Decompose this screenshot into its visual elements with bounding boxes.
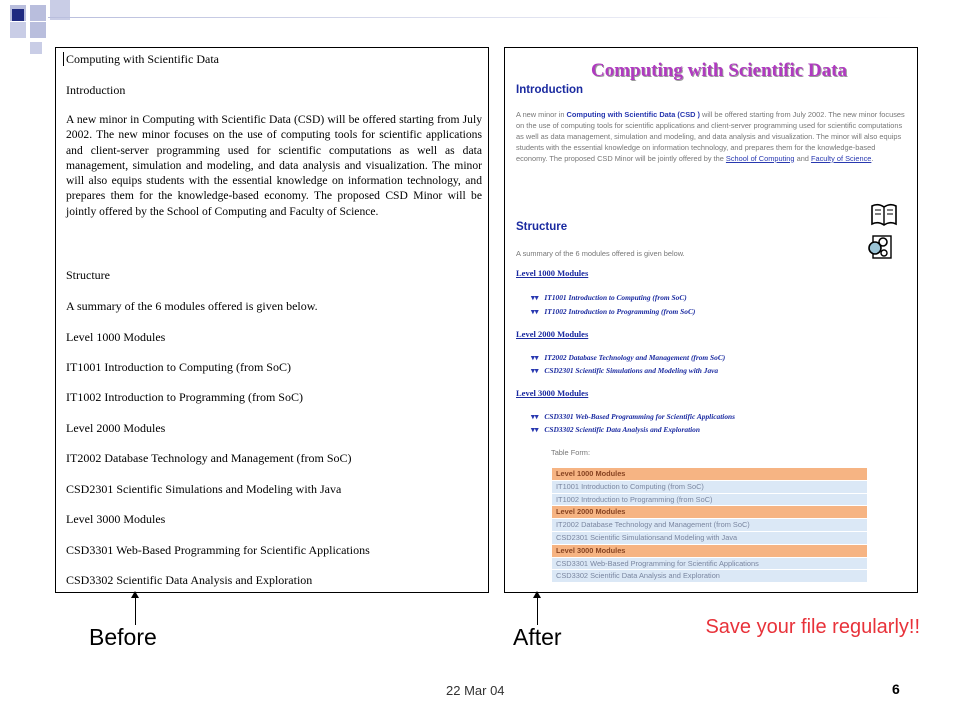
table-row: CSD3301 Web-Based Programming for Scientific Applications bbox=[552, 558, 867, 571]
before-line: CSD3302 Scientific Data Analysis and Exploration bbox=[66, 573, 313, 587]
deco-square-7 bbox=[30, 42, 42, 54]
before-line: IT1001 Introduction to Computing (from SoC) bbox=[66, 360, 291, 374]
after-level-3000-link[interactable]: Level 3000 Modules bbox=[516, 388, 589, 398]
text-cursor bbox=[63, 52, 64, 66]
after-module-item bbox=[531, 293, 687, 302]
before-arrow-line bbox=[135, 597, 136, 625]
after-intro-heading: Introduction bbox=[516, 84, 584, 96]
deco-square-6 bbox=[30, 22, 46, 38]
after-module-item bbox=[531, 307, 695, 316]
before-caption: Before bbox=[89, 624, 157, 650]
after-table-label: Table Form: bbox=[551, 448, 591, 457]
deco-square-3 bbox=[30, 5, 46, 21]
bullet-icon: ▾▾ bbox=[531, 307, 539, 316]
module-text: IT2002 Database Technology and Management (from SoC) bbox=[544, 353, 726, 362]
after-module-item bbox=[531, 353, 725, 362]
intro-text-part: . bbox=[871, 153, 874, 163]
book-icon bbox=[869, 200, 899, 228]
after-module-item bbox=[531, 366, 718, 375]
table-row: CSD2301 Scientific Simulationsand Modeling with Java bbox=[552, 532, 867, 545]
after-webpage bbox=[504, 47, 918, 593]
after-structure-heading: Structure bbox=[516, 221, 568, 233]
before-line: IT1002 Introduction to Programming (from SoC) bbox=[66, 390, 303, 404]
after-module-item bbox=[531, 425, 700, 434]
after-intro-text bbox=[516, 110, 906, 165]
before-line: Level 2000 Modules bbox=[66, 421, 166, 435]
before-line: IT2002 Database Technology and Management (from SoC) bbox=[66, 451, 352, 465]
bullet-icon: ▾▾ bbox=[531, 366, 539, 375]
table-row: IT1001 Introduction to Computing (from SoC) bbox=[552, 481, 867, 494]
after-level-2000-link[interactable]: Level 2000 Modules bbox=[516, 329, 589, 339]
after-title: Computing with Scientific Data bbox=[591, 60, 847, 81]
table-row: IT1002 Introduction to Programming (from SoC) bbox=[552, 494, 867, 507]
csd-link[interactable]: Computing with Scientific Data (CSD ) bbox=[566, 110, 700, 119]
module-text: CSD2301 Scientific Simulations and Modeling with Java bbox=[544, 366, 719, 375]
module-text: IT1001 Introduction to Computing (from SoC) bbox=[544, 293, 687, 302]
footer-date: 22 Mar 04 bbox=[446, 683, 505, 698]
before-line: Level 1000 Modules bbox=[66, 330, 166, 344]
before-intro-text: A new minor in Computing with Scientific Data (CSD) will be offered starting from July 2002. The new minor focuses on the use of computing tools for scientific applications and client-server programming used for scientific computations as well as data management, simulation and modeling, and data analysis and visualization. The minor will also equips students with the essential knowledge on information technology, and prepares them for the knowledge-based economy. The proposed CSD Minor will be jointly offered by the School of Computing and Faculty of Science. bbox=[66, 113, 482, 218]
bullet-icon: ▾▾ bbox=[531, 412, 539, 421]
save-reminder: Save your file regularly!! bbox=[705, 616, 920, 638]
module-text: IT1002 Introduction to Programming (from SoC) bbox=[544, 307, 696, 316]
modules-table bbox=[552, 468, 867, 583]
intro-text-part: will be offered starting from July 2002. The new minor focuses on the use of computing tools for scientific applications and client-server programming used for scientific computations as well as data management, simulation and modeling, and data analysis and visualization. The minor will also equips students with the essential knowledge on information technology, and prepares them for the knowledge-based economy. The proposed CSD Minor will be jointly offered by the bbox=[516, 110, 905, 163]
puzzle-icon bbox=[865, 232, 895, 262]
after-summary: A summary of the 6 modules offered is given below. bbox=[516, 249, 685, 258]
module-text: CSD3301 Web-Based Programming for Scientific Applications bbox=[544, 412, 736, 421]
before-title: Computing with Scientific Data bbox=[66, 52, 219, 66]
table-header-row: Level 3000 Modules bbox=[552, 545, 867, 558]
faculty-of-science-link[interactable]: Faculty of Science bbox=[810, 153, 872, 163]
after-level-1000-link[interactable]: Level 1000 Modules bbox=[516, 268, 589, 278]
after-caption: After bbox=[513, 624, 562, 650]
before-line: Level 3000 Modules bbox=[66, 512, 166, 526]
before-line: CSD2301 Scientific Simulations and Modeling with Java bbox=[66, 482, 342, 496]
before-intro-heading: Introduction bbox=[66, 83, 126, 97]
slide-number: 6 bbox=[892, 681, 900, 697]
deco-square-2 bbox=[12, 9, 24, 21]
bullet-icon: ▾▾ bbox=[531, 353, 539, 362]
after-arrow-line bbox=[537, 597, 538, 625]
bullet-icon: ▾▾ bbox=[531, 293, 539, 302]
table-row: IT2002 Database Technology and Management (from SoC) bbox=[552, 519, 867, 532]
table-header-row: Level 2000 Modules bbox=[552, 506, 867, 519]
after-module-item bbox=[531, 412, 735, 421]
intro-text-part: and bbox=[794, 153, 811, 163]
before-structure-heading: Structure bbox=[66, 268, 110, 282]
intro-text-part: A new minor in bbox=[516, 110, 567, 119]
bullet-icon: ▾▾ bbox=[531, 425, 539, 434]
deco-rule bbox=[48, 17, 908, 18]
table-row: CSD3302 Scientific Data Analysis and Exploration bbox=[552, 570, 867, 583]
table-header-row: Level 1000 Modules bbox=[552, 468, 867, 481]
before-summary: A summary of the 6 modules offered is given below. bbox=[66, 299, 318, 313]
before-line: CSD3301 Web-Based Programming for Scientific Applications bbox=[66, 543, 370, 557]
module-text: CSD3302 Scientific Data Analysis and Exploration bbox=[544, 425, 700, 434]
before-document bbox=[55, 47, 489, 593]
school-of-computing-link[interactable]: School of Computing bbox=[725, 153, 795, 163]
deco-square-5 bbox=[10, 22, 26, 38]
